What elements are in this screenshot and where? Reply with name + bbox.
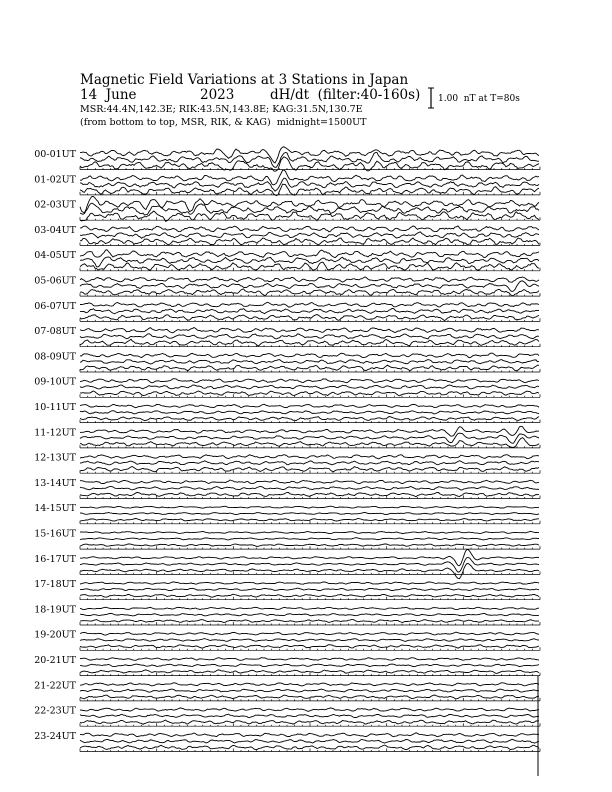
trace-rik <box>80 639 539 642</box>
hour-label: 13-14UT <box>34 477 76 489</box>
minute-axis <box>80 470 540 473</box>
trace-msr <box>80 417 539 421</box>
trace-msr <box>80 564 539 579</box>
stations-coordinates: MSR:44.4N,142.3E; RIK:43.5N,143.8E; KAG:31.5N,130.7E <box>80 104 363 115</box>
trace-msr <box>80 695 539 699</box>
trace-kag <box>80 250 539 258</box>
trace-rik <box>80 486 539 490</box>
trace-kag <box>80 404 539 407</box>
trace-kag <box>80 328 539 333</box>
hour-label: 00-01UT <box>34 149 76 160</box>
hour-label: 17-18UT <box>34 579 76 591</box>
trace-rik <box>80 739 539 743</box>
trace-msr <box>80 339 539 346</box>
hour-label: 18-19UT <box>34 604 76 616</box>
trace-msr <box>80 391 539 396</box>
trace-rik <box>80 433 539 443</box>
hour-label: 08-09UT <box>34 351 76 363</box>
hour-label: 21-22UT <box>34 680 76 692</box>
minute-axis <box>80 217 540 220</box>
hour-label: 20-21UT <box>34 655 76 666</box>
trace-rik <box>80 461 539 465</box>
trace-rik <box>80 538 539 540</box>
trace-msr <box>80 519 539 522</box>
minute-axis <box>80 293 540 296</box>
trace-msr <box>80 365 539 371</box>
trace-kag <box>80 426 539 436</box>
trace-rik <box>80 385 539 389</box>
trace-kag <box>80 480 539 484</box>
trace-kag <box>80 658 539 661</box>
chart-title: Magnetic Field Variations at 3 Stations in Japan <box>80 72 409 88</box>
trace-rik <box>80 613 539 616</box>
minute-axis <box>80 167 540 170</box>
hour-label: 10-11UT <box>34 402 76 413</box>
minute-axis <box>80 268 540 271</box>
trace-rik <box>80 689 539 692</box>
hour-label: 22-23UT <box>34 705 76 717</box>
hour-label: 14-15UT <box>34 503 76 515</box>
trace-msr <box>80 670 539 674</box>
trace-kag <box>80 170 539 185</box>
trace-kag <box>80 582 539 584</box>
trace-msr <box>80 745 539 750</box>
trace-kag <box>80 733 539 737</box>
trace-rik <box>80 232 539 238</box>
hour-label: 15-16UT <box>34 528 76 540</box>
trace-msr <box>80 620 539 623</box>
hour-label: 23-24UT <box>34 730 76 742</box>
date-label: 14 June <box>80 87 137 103</box>
minute-axis <box>80 521 540 524</box>
minute-axis <box>80 698 540 701</box>
hour-label: 19-20UT <box>34 629 76 641</box>
trace-kag <box>80 708 539 712</box>
trace-rik <box>80 512 539 514</box>
trace-msr <box>80 544 539 547</box>
midnight-note: midnight=1500UT <box>276 117 367 128</box>
quantity-label: dH/dt (filter:40-160s) <box>270 87 421 103</box>
trace-kag <box>80 302 539 307</box>
trace-msr <box>80 467 539 472</box>
trace-rik <box>80 178 539 191</box>
trace-rik <box>80 334 539 339</box>
trace-rik <box>80 309 539 314</box>
trace-msr <box>80 720 539 724</box>
hour-label: 09-10UT <box>34 376 76 388</box>
trace-kag <box>80 506 539 508</box>
trace-kag <box>80 531 539 533</box>
trace-rik <box>80 411 539 414</box>
trace-rik <box>80 153 539 168</box>
hour-label: 11-12UT <box>34 427 76 439</box>
trace-kag <box>80 277 539 282</box>
trace-msr <box>80 594 539 597</box>
minute-axis <box>80 647 540 650</box>
trace-kag <box>80 455 539 459</box>
hour-label: 12-13UT <box>34 452 76 464</box>
trace-msr <box>80 492 539 496</box>
year-label: 2023 <box>200 87 235 103</box>
trace-rik <box>80 714 539 718</box>
trace-msr <box>80 238 539 245</box>
trace-msr <box>80 315 539 321</box>
trace-kag <box>80 353 539 358</box>
hour-label: 16-17UT <box>34 553 76 565</box>
hour-label: 05-06UT <box>34 275 76 287</box>
minute-axis <box>80 622 540 625</box>
trace-kag <box>80 379 539 383</box>
hour-label: 07-08UT <box>34 326 76 338</box>
trace-kag <box>80 607 539 609</box>
trace-rik <box>80 664 539 667</box>
hour-label: 03-04UT <box>34 224 76 236</box>
minute-axis <box>80 496 540 499</box>
trace-msr <box>80 645 539 649</box>
minute-axis <box>80 597 540 600</box>
trace-rik <box>80 360 539 364</box>
minute-axis <box>80 673 540 676</box>
hour-label: 04-05UT <box>34 250 76 262</box>
trace-kag <box>80 683 539 686</box>
minute-axis <box>80 571 540 574</box>
trace-rik <box>80 588 539 591</box>
hour-label: 02-03UT <box>34 199 76 211</box>
scale-bar-label: 1.00 nT at T=80s <box>438 94 520 104</box>
trace-rik <box>80 257 539 267</box>
minute-axis <box>80 546 540 549</box>
hour-label: 01-02UT <box>34 174 76 186</box>
trace-kag <box>80 226 539 232</box>
trace-kag <box>80 632 539 635</box>
minute-axis <box>80 420 540 423</box>
station-order-note: (from bottom to top, MSR, RIK, & KAG) <box>80 117 271 128</box>
hour-label: 06-07UT <box>34 300 76 312</box>
